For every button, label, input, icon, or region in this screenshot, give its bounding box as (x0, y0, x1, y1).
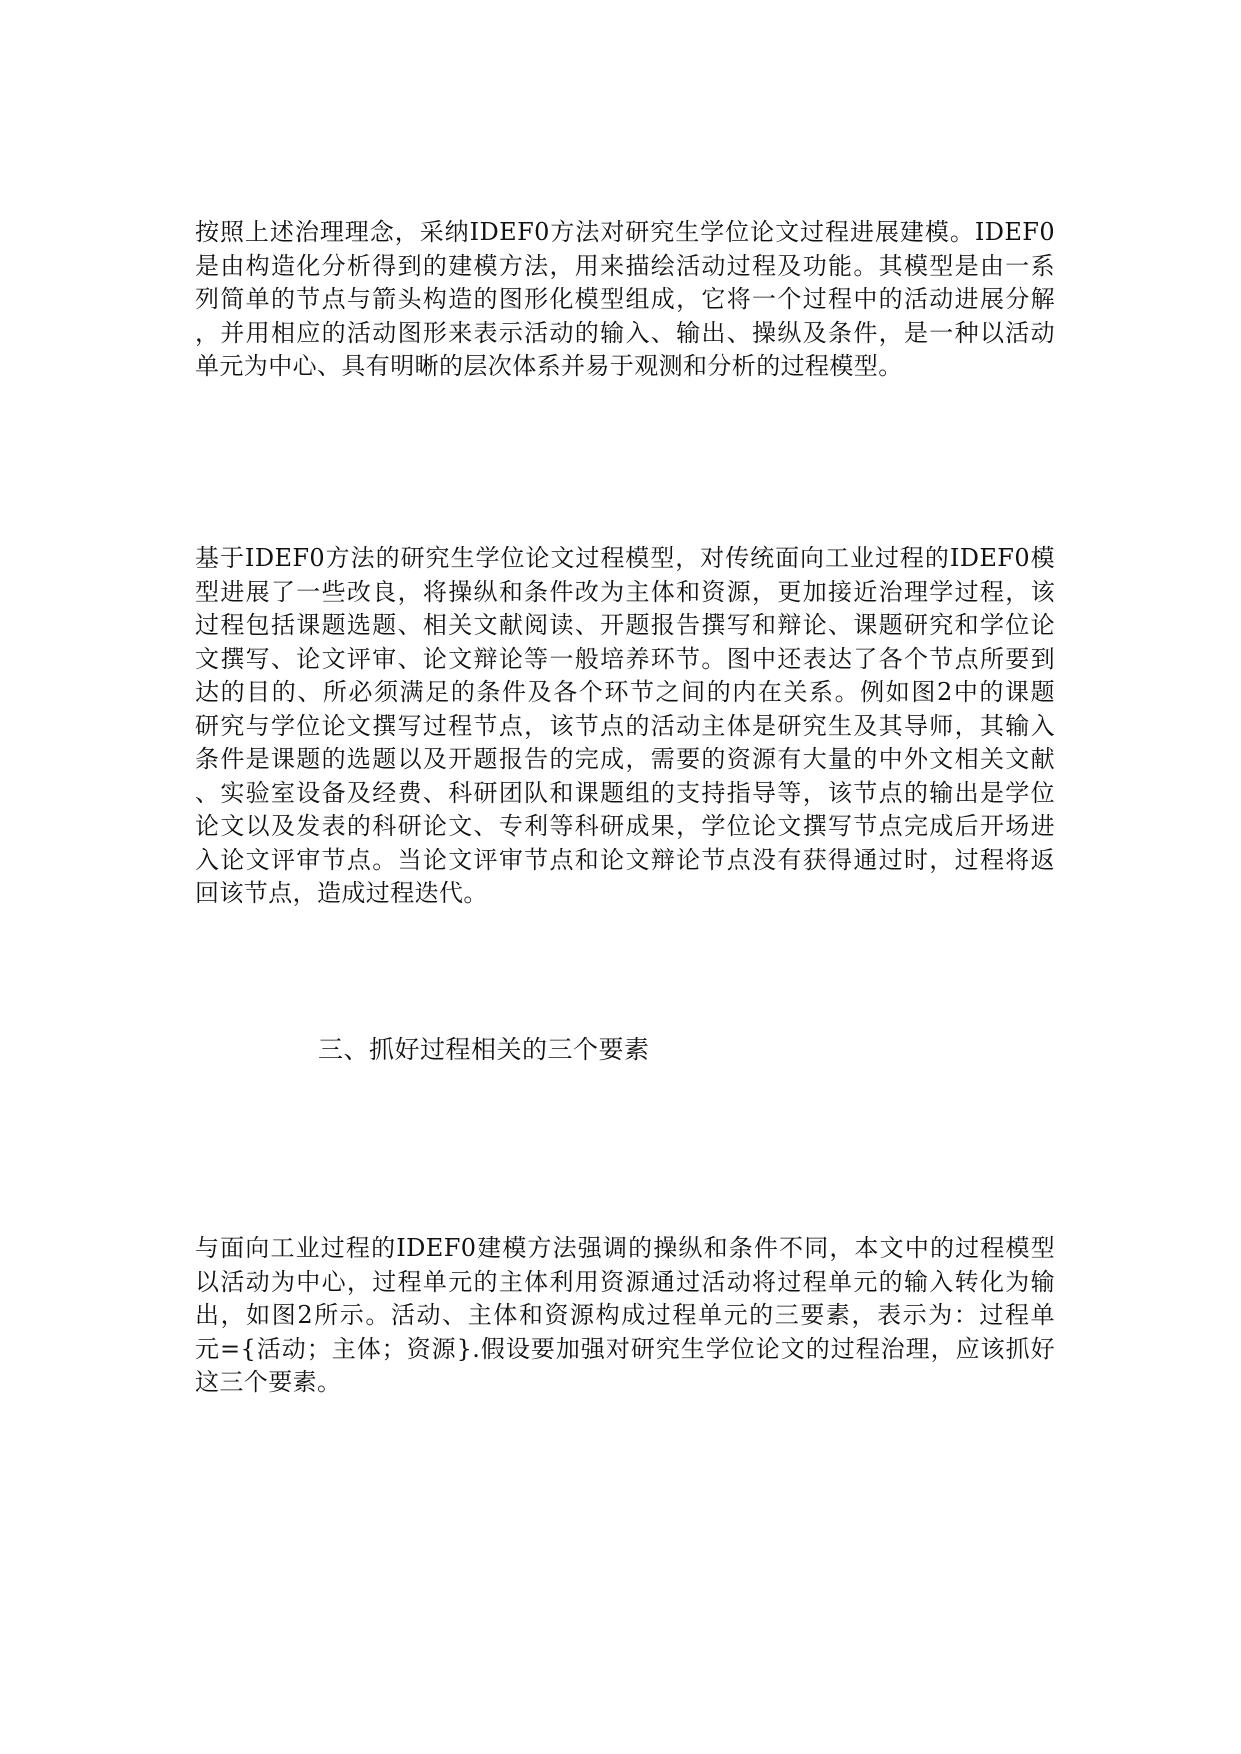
paragraph-process-model (195, 542, 1055, 911)
text-line: 论文以及发表的科研论文、专利等科研成果，学位论文撰写节点完成后开场进 (195, 812, 1055, 840)
text-line: 按照上述治理理念，采纳IDEF0方法对研究生学位论文过程进展建模。IDEF0 (195, 218, 1055, 246)
text-line: 文撰写、论文评审、论文辩论等一般培养环节。图中还表达了各个节点所要到 (195, 644, 1055, 673)
text-line: 这三个要素。 (195, 1368, 342, 1396)
text-line: 型进展了一些改良，将操纵和条件改为主体和资源，更加接近治理学过程，该 (195, 577, 1055, 606)
section-heading: 三、抓好过程相关的三个要素 (318, 1035, 650, 1064)
text-line: 单元为中心、具有明晰的层次体系并易于观测和分析的过程模型。 (195, 352, 903, 380)
text-line: 元={活动；主体；资源}.假设要加强对研究生学位论文的过程治理，应该抓好 (195, 1334, 1055, 1363)
text-line: 以活动为中心，过程单元的主体利用资源通过活动将过程单元的输入转化为输 (195, 1267, 1055, 1296)
text-line: ，并用相应的活动图形来表示活动的输入、输出、操纵及条件，是一种以活动 (195, 318, 1055, 347)
text-line: 列简单的节点与箭头构造的图形化模型组成，它将一个过程中的活动进展分解 (195, 285, 1055, 313)
paragraph-idef0-intro (195, 216, 1055, 384)
paragraph-three-elements (195, 1232, 1055, 1400)
text-line: 入论文评审节点。当论文评审节点和论文辩论节点没有获得通过时，过程将返 (195, 845, 1055, 874)
text-line: 是由构造化分析得到的建模方法，用来描绘活动过程及功能。其模型是由一系 (195, 251, 1055, 280)
text-line: 条件是课题的选题以及开题报告的完成，需要的资源有大量的中外文相关文献 (195, 745, 1055, 773)
text-line: 达的目的、所必须满足的条件及各个环节之间的内在关系。例如图2中的课题 (195, 678, 1055, 706)
text-line: 与面向工业过程的IDEF0建模方法强调的操纵和条件不同，本文中的过程模型 (195, 1234, 1055, 1262)
text-line: 过程包括课题选题、相关文献阅读、开题报告撰写和辩论、课题研究和学位论 (195, 611, 1055, 639)
text-line: 回该节点，造成过程迭代。 (195, 879, 488, 907)
text-line: 研究与学位论文撰写过程节点，该节点的活动主体是研究生及其导师，其输入 (195, 711, 1055, 740)
text-line: 基于IDEF0方法的研究生学位论文过程模型，对传统面向工业过程的IDEF0模 (195, 544, 1055, 572)
text-line: 、实验室设备及经费、科研团队和课题组的支持指导等，该节点的输出是学位 (195, 778, 1055, 807)
text-line: 出，如图2所示。活动、主体和资源构成过程单元的三要素，表示为：过程单 (195, 1301, 1055, 1329)
